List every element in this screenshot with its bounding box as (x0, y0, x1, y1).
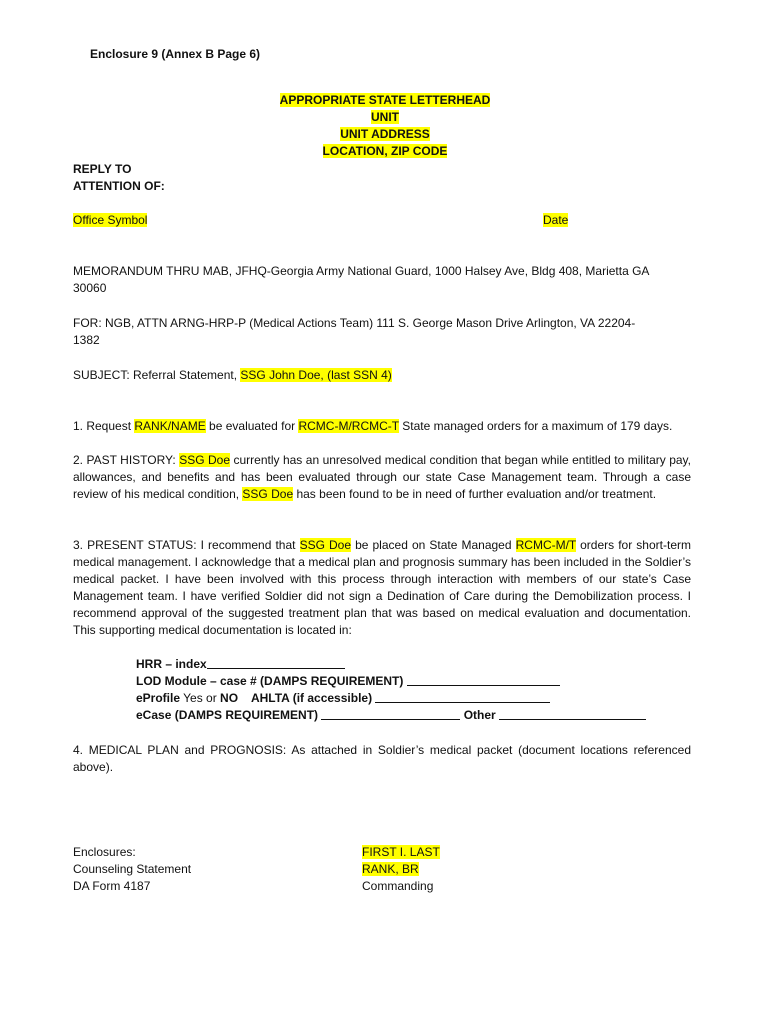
doc-hrr-line (136, 656, 345, 673)
paragraph-2 (73, 452, 691, 503)
para3-text-b: be placed on State Managed (351, 538, 516, 552)
reply-to-line-1: REPLY TO (73, 162, 132, 176)
signature-name: FIRST I. LAST (362, 845, 440, 859)
para1-order-type: RCMC-M/RCMC-T (298, 419, 399, 433)
letterhead-line-3: UNIT ADDRESS (340, 127, 430, 141)
reply-to-line-2: ATTENTION OF: (73, 179, 165, 193)
paragraph-4: 4. MEDICAL PLAN and PROGNOSIS: As attached in Soldier’s medical packet (document locations referenced above). (73, 743, 691, 774)
doc-other-label: Other (460, 708, 500, 722)
doc-ecase-label: eCase (DAMPS REQUIREMENT) (136, 708, 322, 722)
para1-text-a: 1. Request (73, 419, 135, 433)
doc-lod-label: LOD Module – case # (DAMPS REQUIREMENT) (136, 674, 407, 688)
ecase-field[interactable] (321, 707, 460, 720)
para2-text-b: currently has an unresolved medical condition that began while entitled to military pay, allowances, and benefits and has been evaluated through our state Case Management team. Through a case review of his medical condition, (73, 453, 691, 501)
subject-line (73, 367, 392, 384)
paragraph-3 (73, 537, 691, 639)
para1-text-b: be evaluated for (205, 419, 299, 433)
enclosure-item-2: DA Form 4187 (73, 879, 151, 893)
para2-soldier-2: SSG Doe (242, 487, 294, 501)
doc-eprofile-no: NO (220, 691, 239, 705)
doc-ahlta-label: AHLTA (if accessible) (238, 691, 376, 705)
letterhead (0, 92, 770, 160)
para3-text-c: orders for short-term medical management. I acknowledge that a medical plan and prognosis summary has been included in the Soldier’s medical packet. I have been involved with this process through interaction with members of our state’s Case Management team. I have verified Soldier did not sign a Dedination of Care during the Demobilization process. I recommend approval of the suggested treatment plan that was based on medical evaluation and documentation. This supporting medical documentation is located in: (73, 538, 691, 637)
enclosure-item-1: Counseling Statement (73, 862, 192, 876)
ahlta-field[interactable] (375, 690, 550, 703)
doc-lod-line (136, 673, 560, 690)
other-field[interactable] (499, 707, 646, 720)
enclosure-header: Enclosure 9 (Annex B Page 6) (90, 47, 261, 61)
paragraph-1 (73, 418, 672, 435)
para2-text-a: 2. PAST HISTORY: (73, 453, 180, 467)
para1-rank-name: RANK/NAME (134, 419, 206, 433)
para3-order-type: RCMC-M/T (515, 538, 577, 552)
signature-rank: RANK, BR (362, 862, 419, 876)
doc-hrr-label: HRR – index (136, 657, 207, 671)
subject-soldier: SSG John Doe, (last SSN 4) (240, 368, 392, 382)
para3-text-a: 3. PRESENT STATUS: I recommend that (73, 538, 300, 552)
memorandum-thru-line-1: MEMORANDUM THRU MAB, JFHQ-Georgia Army National Guard, 1000 Halsey Ave, Bldg 408, Marietta GA (73, 264, 650, 278)
lod-case-field[interactable] (407, 673, 560, 686)
office-symbol: Office Symbol (73, 213, 148, 227)
enclosures-title: Enclosures: (73, 845, 136, 859)
hrr-index-field[interactable] (207, 656, 345, 669)
doc-eprofile-label: eProfile (136, 691, 181, 705)
for-line-1: FOR: NGB, ATTN ARNG-HRP-P (Medical Actions Team) 111 S. George Mason Drive Arlington, VA 22204- (73, 316, 636, 330)
para2-soldier-1: SSG Doe (179, 453, 231, 467)
letterhead-line-2: UNIT (371, 110, 399, 124)
memorandum-thru-line-2: 30060 (73, 281, 107, 295)
for-line-2: 1382 (73, 333, 100, 347)
letterhead-line-1: APPROPRIATE STATE LETTERHEAD (279, 93, 491, 107)
para3-soldier: SSG Doe (299, 538, 351, 552)
memo-date: Date (543, 213, 569, 227)
letterhead-line-4: LOCATION, ZIP CODE (322, 144, 448, 158)
signature-title: Commanding (362, 879, 434, 893)
subject-prefix: SUBJECT: Referral Statement, (73, 368, 241, 382)
para2-text-c: has been found to be in need of further evaluation and/or treatment. (293, 487, 657, 501)
doc-ecase-line (136, 707, 646, 724)
doc-eprofile-yes-or: Yes or (180, 691, 221, 705)
doc-eprofile-line (136, 690, 550, 707)
para1-text-c: State managed orders for a maximum of 179 days. (398, 419, 673, 433)
